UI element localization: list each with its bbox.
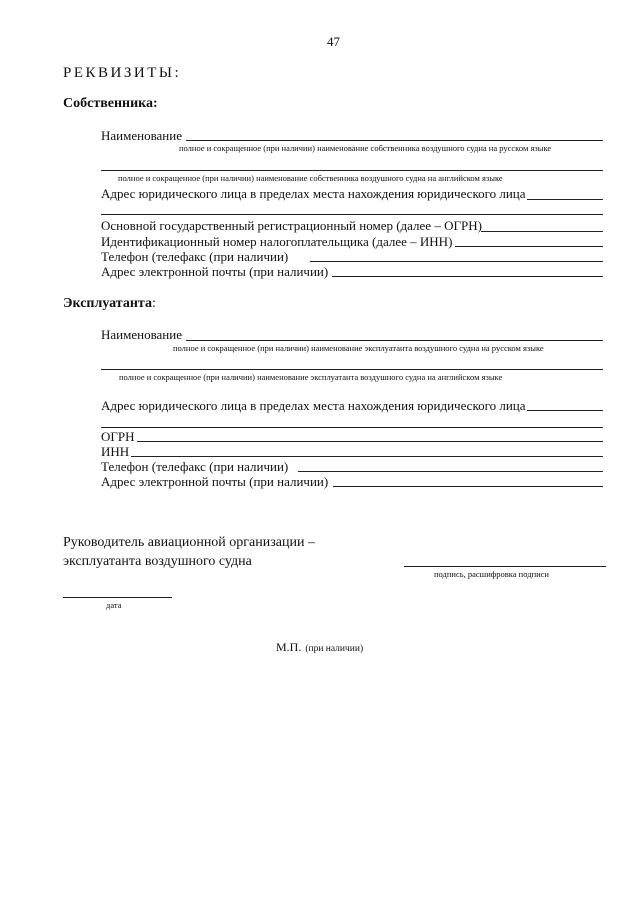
- operator-name-en-field[interactable]: [101, 369, 603, 370]
- owner-name-en-hint: полное и сокращенное (при наличии) наименование собственника воздушного судна на английском языке: [118, 173, 503, 183]
- owner-address-label: Адрес юридического лица в пределах места нахождения юридического лица: [101, 186, 526, 201]
- owner-ogrn-label: Основной государственный регистрационный номер (далее – ОГРН): [101, 218, 482, 233]
- page-number: 47: [327, 34, 340, 49]
- signatory-title-line2: эксплуатанта воздушного судна: [63, 554, 252, 569]
- owner-inn-field[interactable]: [455, 246, 603, 247]
- stamp-main: М.П.: [276, 640, 302, 654]
- owner-email-label: Адрес электронной почты (при наличии): [101, 264, 329, 279]
- operator-ogrn-label: ОГРН: [101, 429, 135, 444]
- operator-email-label: Адрес электронной почты (при наличии): [101, 474, 329, 489]
- stamp-label: [276, 639, 363, 655]
- signatory-title-line1: Руководитель авиационной организации –: [63, 535, 315, 550]
- owner-name-ru-field[interactable]: [186, 140, 603, 141]
- operator-address-label: Адрес юридического лица в пределах места нахождения юридического лица: [101, 398, 526, 413]
- signature-field[interactable]: [404, 566, 606, 567]
- owner-name-en-field[interactable]: [101, 170, 603, 171]
- operator-ogrn-field[interactable]: [137, 441, 603, 442]
- date-hint: дата: [106, 600, 122, 610]
- operator-phone-field[interactable]: [298, 471, 603, 472]
- owner-inn-label: Идентификационный номер налогоплательщика (далее – ИНН): [101, 234, 453, 249]
- stamp-note: (при наличии): [305, 644, 364, 654]
- operator-name-en-hint: полное и сокращенное (при наличии) наименование эксплуатанта воздушного судна на английском языке: [119, 372, 503, 382]
- owner-address-field-2[interactable]: [101, 214, 603, 215]
- owner-name-label: Наименование: [101, 128, 182, 143]
- operator-title-colon: :: [151, 296, 156, 311]
- page-heading: РЕКВИЗИТЫ:: [63, 65, 182, 81]
- operator-section-title: [63, 297, 156, 311]
- operator-title-text: Эксплуатанта: [63, 296, 152, 311]
- owner-phone-label: Телефон (телефакс (при наличии): [101, 249, 289, 264]
- date-field[interactable]: [63, 597, 172, 598]
- owner-section-title: Собственника:: [63, 96, 158, 111]
- operator-phone-label: Телефон (телефакс (при наличии): [101, 459, 289, 474]
- owner-address-field[interactable]: [527, 199, 603, 200]
- operator-address-field[interactable]: [527, 410, 603, 411]
- signature-hint: подпись, расшифровка подписи: [434, 569, 549, 579]
- operator-address-field-2[interactable]: [101, 427, 603, 428]
- owner-phone-field[interactable]: [310, 261, 603, 262]
- operator-name-ru-hint: полное и сокращенное (при наличии) наименование эксплуатанта воздушного судна на русском языке: [173, 343, 544, 353]
- owner-ogrn-field[interactable]: [481, 231, 603, 232]
- operator-inn-label: ИНН: [101, 444, 130, 459]
- owner-name-ru-hint: полное и сокращенное (при наличии) наименование собственника воздушного судна на русском языке: [179, 143, 552, 153]
- owner-email-field[interactable]: [332, 276, 603, 277]
- operator-name-ru-field[interactable]: [186, 340, 603, 341]
- operator-email-field[interactable]: [333, 486, 603, 487]
- operator-name-label: Наименование: [101, 327, 182, 342]
- operator-inn-field[interactable]: [131, 456, 603, 457]
